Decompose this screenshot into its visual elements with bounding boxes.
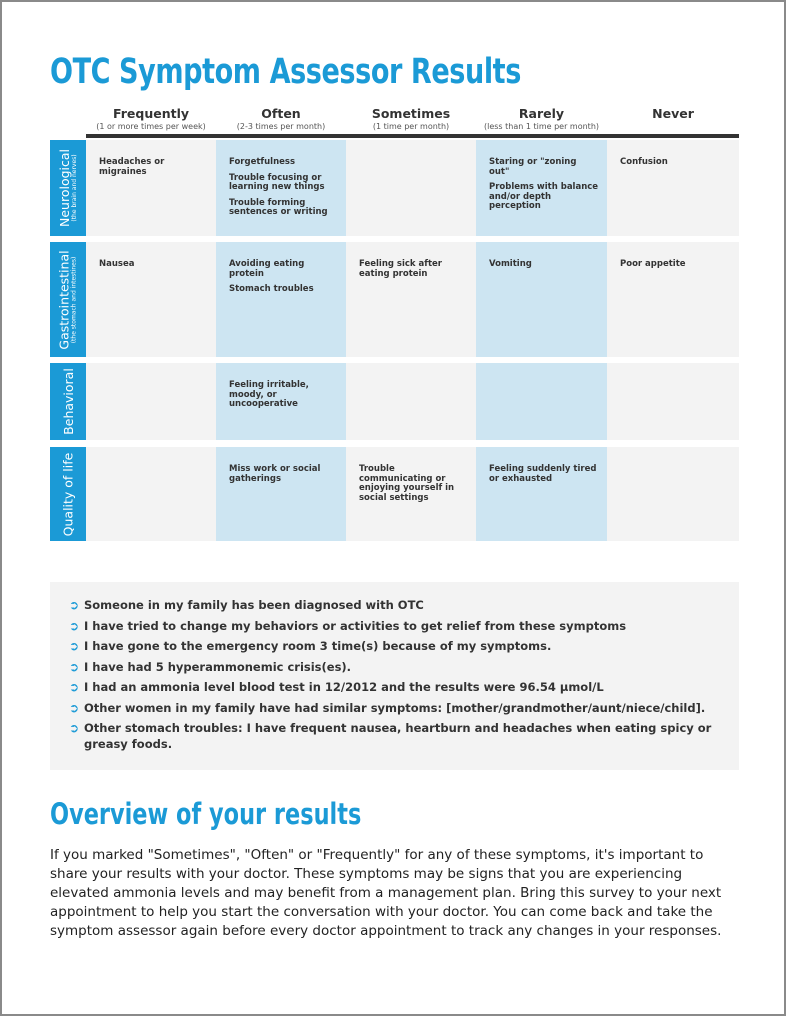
column-name: Often — [261, 106, 301, 121]
cell-never — [607, 363, 739, 440]
category-label — [50, 242, 86, 357]
column-sub: (less than 1 time per month) — [483, 122, 600, 131]
cell-sometimes — [346, 242, 476, 357]
checklist-item — [69, 618, 714, 634]
cell-frequently — [86, 140, 216, 236]
symptom: Miss work or social gatherings — [229, 464, 321, 484]
cell-never — [607, 140, 739, 236]
category-row-neurological — [50, 140, 739, 236]
checklist-item — [69, 720, 714, 752]
checklist-text: I have tried to change my behaviors or activities to get relief from these symptoms — [84, 618, 627, 633]
arrow-right-icon: ➲ — [69, 618, 80, 633]
cell-often — [216, 242, 346, 357]
category-name: Quality of life — [60, 452, 76, 536]
cell-often — [216, 447, 346, 541]
overview-text: If you marked "Sometimes", "Often" or "Frequently" for any of these symptoms, it's important to share your results with your doctor. These symptoms may be signs that you are experiencing elevated ammonia levels and may benefit from a management plan. Bring this survey to your next appointment to help you start the conversation with your doctor. You can come back and take the symptom assessor again before every doctor appointment to track any changes in your responses. — [50, 847, 722, 939]
checklist-text: Someone in my family has been diagnosed with OTC — [84, 598, 424, 612]
symptom: Forgetfulness — [229, 157, 296, 167]
symptom: Stomach troubles — [229, 284, 314, 294]
checklist-item — [69, 700, 714, 716]
column-sub: (1 or more times per week) — [96, 122, 206, 131]
page-title: OTC Symptom Assessor Results — [50, 52, 521, 92]
checklist-text: Other stomach troubles: I have frequent nausea, heartburn and headaches when eating spicy or greasy foods. — [84, 721, 712, 751]
cell-rarely — [476, 447, 607, 541]
column-name: Rarely — [518, 106, 565, 121]
column-header-rarely — [476, 106, 607, 131]
category-row-gastrointestinal — [50, 242, 739, 357]
column-sub: (2-3 times per month) — [236, 122, 326, 131]
symptom: Headaches or migraines — [99, 157, 165, 177]
cell-frequently — [86, 242, 216, 357]
column-name: Sometimes — [371, 106, 451, 121]
symptom: Problems with balance and/or depth perception — [489, 182, 599, 211]
cell-often — [216, 363, 346, 440]
cell-frequently — [86, 363, 216, 440]
checklist-item — [69, 638, 714, 654]
column-header-sometimes — [346, 106, 476, 131]
symptom: Vomiting — [489, 259, 532, 269]
symptom: Confusion — [620, 157, 668, 167]
cell-never — [607, 447, 739, 541]
arrow-right-icon: ➲ — [69, 639, 80, 653]
category-row-behavioral — [50, 363, 739, 440]
arrow-right-icon: ➲ — [69, 598, 80, 612]
arrow-right-icon: ➲ — [69, 721, 80, 735]
checklist-text: I had an ammonia level blood test in 12/2012 and the results were 96.54 µmol/L — [84, 680, 604, 694]
arrow-right-icon: ➲ — [69, 680, 80, 694]
category-name: Neurological — [57, 148, 73, 228]
column-name: Frequently — [112, 106, 189, 121]
column-header-often — [216, 106, 346, 131]
cell-rarely — [476, 140, 607, 236]
symptom: Avoiding eating protein — [229, 259, 305, 279]
symptom: Feeling sick after eating protein — [359, 259, 442, 279]
column-header-never — [607, 106, 739, 122]
cell-often — [216, 140, 346, 236]
category-name: Gastrointestinal — [57, 249, 73, 350]
arrow-right-icon: ➲ — [69, 700, 80, 715]
category-row-quality-of-life — [50, 447, 739, 541]
column-sub: (1 time per month) — [372, 122, 450, 131]
cell-sometimes — [346, 363, 476, 440]
column-header-frequently — [86, 106, 216, 131]
column-name: Never — [652, 106, 694, 121]
arrow-right-icon: ➲ — [69, 659, 80, 674]
symptom: Feeling suddenly tired or exhausted — [489, 464, 597, 484]
category-name: Behavioral — [60, 368, 76, 435]
category-sublabel: (the brain and nerves) — [71, 154, 79, 222]
symptom: Feeling irritable, moody, or uncooperative — [229, 380, 309, 409]
symptom: Poor appetite — [620, 259, 686, 269]
checklist-item — [69, 679, 714, 695]
category-label — [50, 363, 86, 440]
symptom: Trouble communicating or enjoying yourself in social settings — [359, 464, 455, 503]
symptom: Staring or "zoning out" — [489, 157, 577, 177]
checklist-item — [69, 659, 714, 675]
category-label — [50, 140, 86, 236]
category-sublabel: (the stomach and intestines) — [71, 256, 79, 343]
category-label — [50, 447, 86, 541]
cell-rarely — [476, 363, 607, 440]
cell-rarely — [476, 242, 607, 357]
symptom: Nausea — [99, 259, 135, 269]
checklist-text: I have gone to the emergency room 3 time(s) because of my symptoms. — [84, 639, 552, 653]
overview-title: Overview of your results — [50, 797, 362, 831]
cell-frequently — [86, 447, 216, 541]
checklist-item — [69, 597, 714, 613]
checklist-text: Other women in my family have had similar symptoms: [mother/grandmother/aunt/niece/child]. — [84, 700, 706, 715]
cell-never — [607, 242, 739, 357]
symptom: Trouble focusing or learning new things — [229, 172, 325, 192]
checklist-text: I have had 5 hyperammonemic crisis(es). — [84, 659, 352, 674]
header-divider — [86, 134, 739, 138]
cell-sometimes — [346, 447, 476, 541]
cell-sometimes — [346, 140, 476, 236]
answers-checklist — [50, 582, 739, 770]
symptom: Trouble forming sentences or writing — [229, 197, 328, 217]
